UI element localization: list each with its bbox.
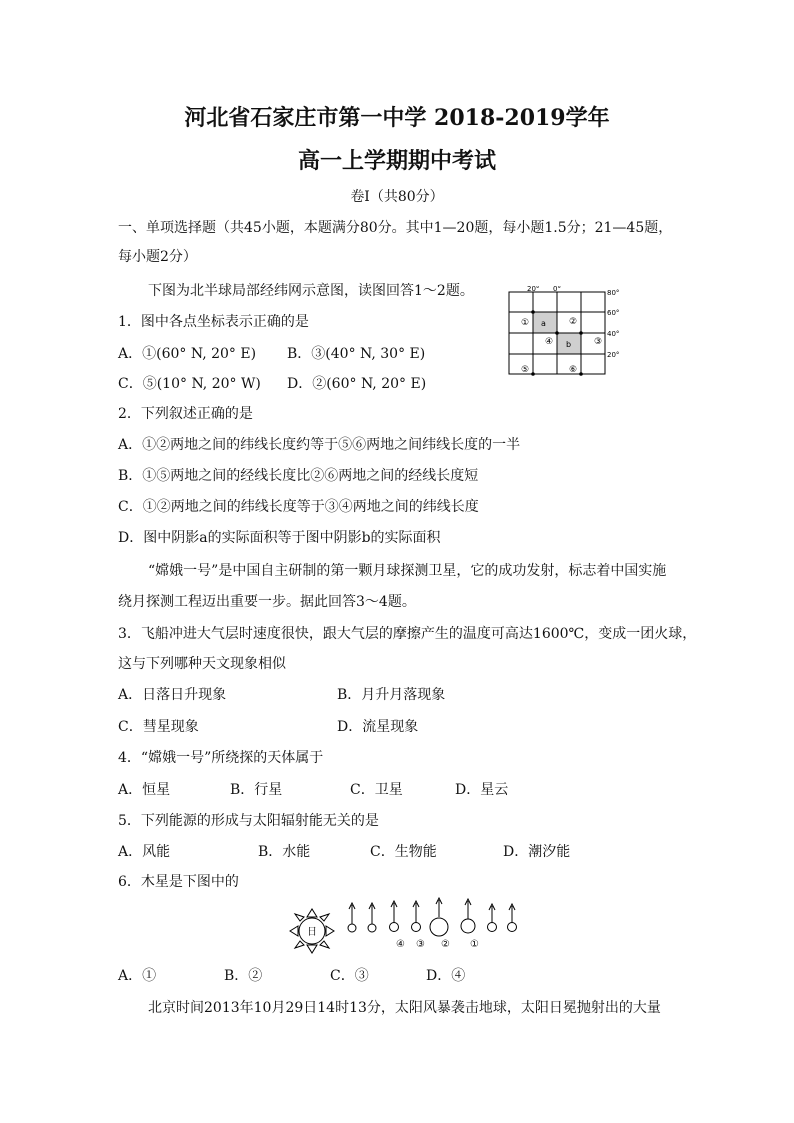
q5-option-c: C．生物能 [370, 844, 437, 860]
q4-option-c: C．卫星 [350, 782, 403, 798]
q5-option-d: D．潮汐能 [503, 844, 571, 860]
passage2-line1: 北京时间2013年10月29日14时13分，太阳风暴袭击地球，太阳日冕抛射出的大量 [148, 1000, 661, 1016]
q1-option-c: C．⑤(10° N, 20° W) [118, 376, 261, 392]
lon-label: 0° [553, 286, 561, 293]
q2-stem: 2．下列叙述正确的是 [118, 406, 253, 422]
shaded-label: a [541, 319, 546, 328]
q6-option-a: A．① [118, 968, 157, 984]
q3-option-b: B．月升月落现象 [337, 687, 446, 703]
q6-option-c: C．③ [330, 968, 369, 984]
volume-label: 卷Ⅰ（共80分） [350, 189, 444, 205]
solar-system-figure [286, 897, 526, 959]
point-label: ① [521, 318, 530, 328]
planet-label: ② [441, 939, 450, 950]
lat-label: 40° [607, 330, 620, 338]
q2-option-c: C．①②两地之间的纬线长度等于③④两地之间的纬线长度 [118, 499, 479, 515]
grid-dot [555, 331, 559, 335]
q4-option-a: A．恒星 [118, 782, 171, 798]
q2-option-d: D．图中阴影a的实际面积等于图中阴影b的实际面积 [118, 530, 441, 546]
q3-stem-line1: 3．飞船冲进大气层时速度很快，跟大气层的摩擦产生的温度可高达1600℃，变成一团火球， [118, 626, 697, 642]
planet-label: ③ [416, 939, 425, 950]
q3-option-c: C．彗星现象 [118, 719, 199, 735]
grid-dot [531, 310, 535, 314]
point-label: ③ [594, 337, 603, 347]
q1-stem: 1．图中各点坐标表示正确的是 [118, 314, 309, 330]
q4-stem: 4．“嫦娥一号”所绕探的天体属于 [118, 750, 324, 766]
point-label: ⑤ [521, 365, 530, 375]
planet-jupiter-candidate [430, 918, 448, 936]
point-label: ⑥ [569, 365, 578, 375]
q5-option-b: B．水能 [258, 844, 311, 860]
q5-option-a: A．风能 [118, 844, 171, 860]
lat-lon-grid-figure [505, 286, 625, 378]
q5-stem: 5．下列能源的形成与太阳辐射能无关的是 [118, 813, 379, 829]
q6-option-b: B．② [224, 968, 263, 984]
planet-orbit-1 [348, 924, 356, 932]
planet-orbit-3 [390, 923, 399, 932]
sun-label: 日 [307, 927, 317, 938]
q1-option-b: B．③(40° N, 30° E) [287, 346, 426, 362]
lon-label: 20° [527, 286, 540, 293]
q6-stem: 6．木星是下图中的 [118, 874, 239, 890]
planet-orbit-4 [412, 923, 421, 932]
planet-orbit-8 [508, 923, 517, 932]
q6-option-d: D．④ [426, 968, 466, 984]
planets [348, 898, 517, 936]
grid-dot [531, 372, 535, 376]
passage1-line1: “嫦娥一号”是中国自主研制的第一颗月球探测卫星，它的成功发射，标志着中国实施 [148, 563, 667, 579]
planet-orbit-6 [461, 919, 475, 933]
grid-dot [579, 372, 583, 376]
q2-option-a: A．①②两地之间的纬线长度约等于⑤⑥两地之间纬线长度的一半 [118, 437, 521, 453]
point-label: ② [569, 317, 578, 327]
q3-option-a: A．日落日升现象 [118, 687, 227, 703]
planet-label: ④ [396, 939, 405, 950]
q1-option-a: A．①(60° N, 20° E) [118, 346, 257, 362]
title-line-2: 高一上学期期中考试 [297, 148, 496, 174]
title-line-1: 河北省石家庄市第一中学 2018-2019学年 [184, 105, 610, 131]
map-intro: 下图为北半球局部经纬网示意图，读图回答1～2题。 [148, 283, 474, 299]
lat-label: 60° [607, 309, 620, 317]
q1-option-d: D．②(60° N, 20° E) [287, 376, 427, 392]
section-heading: 一、单项选择题（共45小题，本题满分80分。其中1—20题，每小题1.5分；21—45题， [118, 220, 673, 236]
section-heading-cont: 每小题2分） [118, 249, 197, 265]
q4-option-b: B．行星 [230, 782, 283, 798]
shaded-label: b [566, 340, 572, 349]
lat-label: 80° [607, 289, 620, 297]
grid-dot [579, 331, 583, 335]
planet-orbit-7 [488, 923, 497, 932]
q2-option-b: B．①⑤两地之间的经线长度比②⑥两地之间的经线长度短 [118, 468, 479, 484]
planet-orbit-2 [368, 924, 376, 932]
passage1-line2: 绕月探测工程迈出重要一步。据此回答3～4题。 [118, 594, 416, 610]
point-label: ④ [545, 337, 554, 347]
q3-stem-line2: 这与下列哪种天文现象相似 [118, 656, 286, 672]
q4-option-d: D．星云 [455, 782, 509, 798]
lat-label: 20° [607, 351, 620, 359]
planet-label: ① [470, 939, 479, 950]
q3-option-d: D．流星现象 [337, 719, 419, 735]
